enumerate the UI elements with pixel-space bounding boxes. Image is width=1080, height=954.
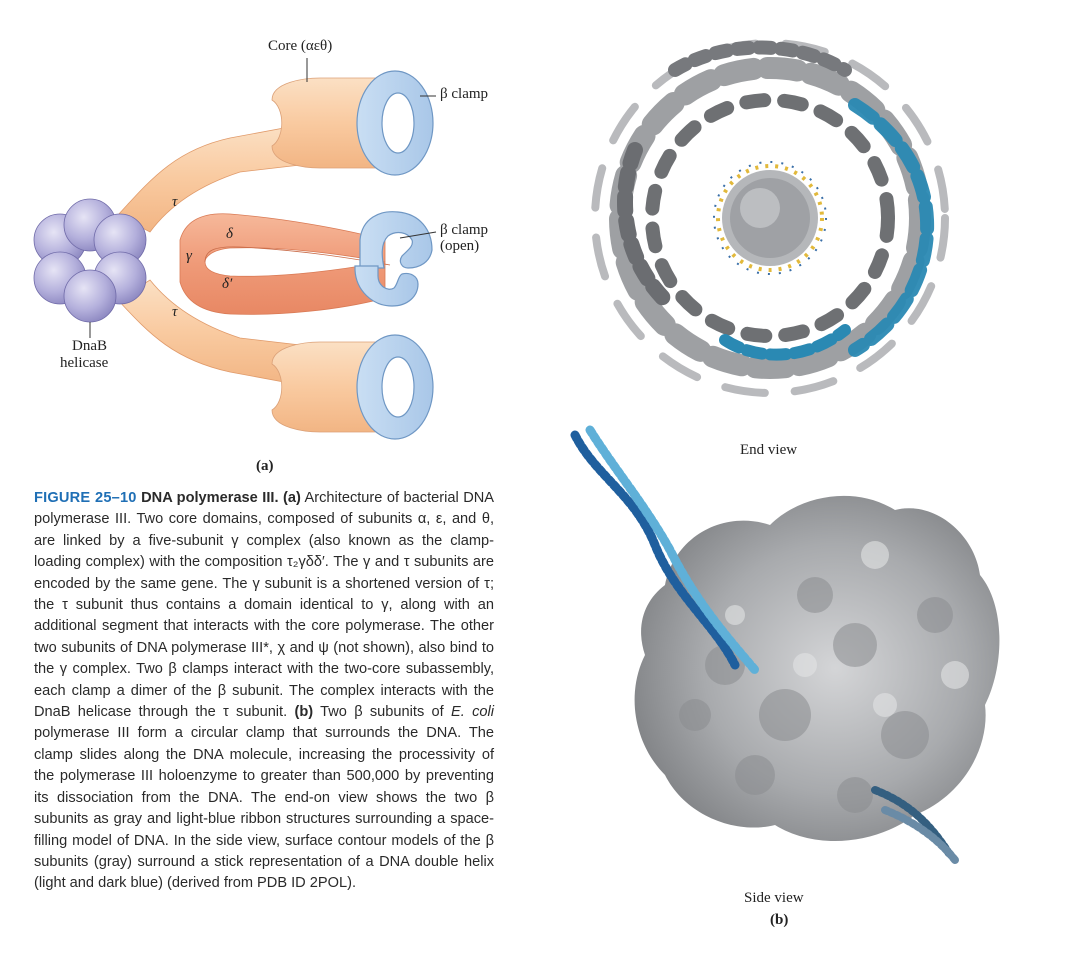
caption-marker-a: (a): [283, 490, 301, 506]
label-beta-clamp: β clamp: [440, 86, 489, 102]
label-side-view: Side view: [744, 890, 804, 906]
label-open: (open): [440, 238, 480, 254]
label-delta-prime: δ′: [222, 276, 233, 292]
label-gamma: γ: [186, 248, 192, 264]
label-core: Core (αεθ): [268, 38, 333, 54]
panel-label-b: (b): [770, 912, 789, 928]
label-beta-clamp-open: β clamp: [440, 222, 489, 238]
label-dnab: DnaB: [72, 338, 107, 354]
caption-marker-b: (b): [294, 704, 314, 721]
figure-number: FIGURE 25–10: [34, 490, 137, 506]
label-delta: δ: [226, 226, 233, 242]
caption-text-2: Two β subunits of: [320, 704, 444, 721]
beta-clamp-open: [355, 212, 432, 306]
panel-label-a: (a): [256, 458, 274, 474]
gamma-complex: [180, 214, 390, 315]
label-helicase: helicase: [60, 355, 109, 371]
label-end-view: End view: [740, 442, 798, 458]
side-view-surface-image: [555, 415, 1080, 885]
label-tau-bottom: τ: [172, 304, 178, 320]
label-tau-top: τ: [172, 194, 178, 210]
caption-text-1: Architecture of bacterial DNA polymerase III. Two core domains, composed of subunits α, ε, and θ, are linked by a five-subunit γ complex (also known as the clamp-loading complex) with the composition τ₂γδδ′. The γ and τ subunits are encoded by the same gene. The γ subunit is a shortened version of τ; the τ subunit thus contains a domain identical to γ, along with an additional segment that interacts with the core polymerase. The other two subunits of DNA polymerase III*, χ and ψ (not shown), also bind to the γ complex. Two β clamps interact with the two-core subassembly, each clamp a dimer of the β subunit. The complex interacts with the DnaB helicase through the τ subunit.: [34, 490, 495, 721]
caption-organism: E. coli: [451, 704, 494, 721]
figure-title: DNA polymerase III.: [141, 490, 279, 506]
beta-clamp-bottom: [357, 335, 433, 439]
beta-clamp-top: [357, 71, 433, 175]
figure-caption: [34, 488, 494, 895]
end-view-ribbon-image: [555, 0, 1080, 440]
caption-text-3: polymerase III form a circular clamp that surrounds the DNA. The clamp slides along the DNA molecule, increasing the processivity of the polymerase III holoenzyme to greater than 500,000 by preventing its dissociation from the DNA. The end-on view shows the two β subunits as gray and light-blue ribbon structures surrounding a space-filling model of DNA. In the side view, surface contour models of the β subunits (gray) surround a stick representation of a DNA double helix (light and dark blue) (derived from PDB ID 2POL).: [34, 725, 494, 892]
